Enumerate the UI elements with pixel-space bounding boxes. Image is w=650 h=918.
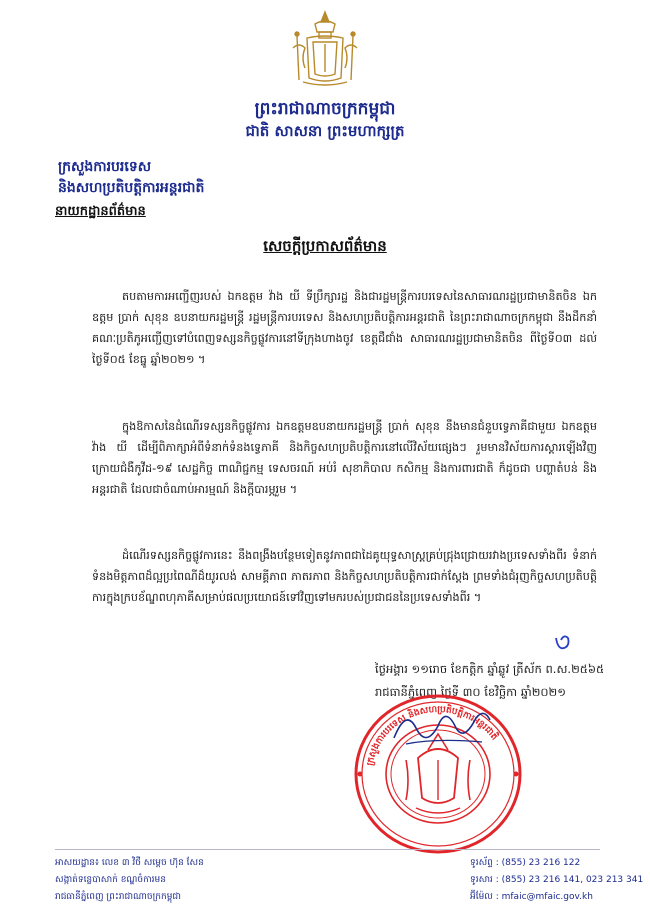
ministry-name-line1: ក្រសួងការបរទេស <box>58 159 152 175</box>
national-motto: ជាតិ សាសនា ព្រះមហាក្សត្រ <box>245 122 405 140</box>
seal-ring-text-path: ក្រសួងការបរទេស និងសហប្រតិបត្តិការអន្តរជាតិ <box>365 704 500 767</box>
paragraph-text: ក្នុងឱកាសនៃដំណើរទស្សនកិច្ចផ្លូវការ ឯកឧត្តមឧបនាយករដ្ឋមន្ត្រី ប្រាក់ សុខុន នឹងមានជំនួបទ្វេភាគីជាមួយ ឯកឧត្តម វ៉ាង យី ដើម្បីពិភាក្សាអំពីទំនាក់ទំនងទ្វេភាគី និងកិច្ចសហប្រតិបត្តិការនៅលើវិស័យផ្សេងៗ រួមមានវិស័យការស្តារឡើងវិញក្រោយជំងឺកូវីដ-១៩ សេដ្ឋកិច្ច ពាណិជ្ជកម្ម ទេសចរណ៍ អប់រំ សុខាភិបាល កសិកម្ម និងការពារជាតិ ក៏ដូចជា បញ្ហាតំបន់ និងអន្តរជាតិ ដែលជាចំណាប់អារម្មណ៍ និងក្តីបារម្ភរួម ។ <box>92 420 597 496</box>
ministry-name-line2: និងសហប្រតិបត្តិការអន្តរជាតិ <box>58 180 205 196</box>
paragraph-text: ដំណើរទស្សនកិច្ចផ្លូវការនេះ នឹងពង្រឹងបន្ថែមទៀតនូវភាពជាដៃគូយុទ្ធសាស្ត្រគ្រប់ជ្រុងជ្រោយរវាងប្រទេសទាំងពីរ ទំនាក់ទំនងមិត្តភាពដ៏ល្អប្រពៃណីដ៏យូរលង់ សាមគ្គីភាព ភាតរភាព និងកិច្ចសហប្រតិបត្តិការជាក់ស្តែង ព្រមទាំងជំរុញកិច្ចសហប្រតិបត្តិការក្នុងក្របខ័ណ្ឌពហុភាគីសម្រាប់ផលប្រយោជន៍ទៅវិញទៅមករបស់ប្រជាជននៃប្រទេសទាំងពីរ ។ <box>92 549 597 604</box>
solar-date-place: រាជធានីភ្នំពេញ ថ្ងៃទី ៣០ ខែវិច្ឆិកា ឆ្នាំ២០២១ <box>375 685 566 699</box>
document-title: សេចក្តីប្រកាសព័ត៌មាន <box>263 237 387 255</box>
address-line-3: រាជធានីភ្នំពេញ ព្រះរាជាណាចក្រកម្ពុជា <box>55 892 181 902</box>
phone-number: (855) 23 216 122 <box>501 858 581 868</box>
email-label: អ៊ីម៉ែល : <box>470 892 499 902</box>
body-paragraph-2 <box>92 416 597 500</box>
footer-divider <box>55 849 600 850</box>
phone-label: ទូរស័ព្ទ : <box>470 858 499 868</box>
footer-contact-block <box>470 855 643 906</box>
body-paragraph-1 <box>92 286 597 370</box>
email-line <box>470 889 643 906</box>
fax-line <box>470 872 643 889</box>
footer-address-block <box>55 855 204 906</box>
department-name: នាយកដ្ឋានព័ត៌មាន <box>55 204 146 219</box>
handwritten-initial-mark <box>552 632 574 654</box>
phone-line <box>470 855 643 872</box>
body-paragraph-3 <box>92 545 597 608</box>
handwritten-signature <box>386 698 496 758</box>
fax-number: (855) 23 216 141, 023 213 341 <box>501 875 644 885</box>
kingdom-name-heading: ព្រះរាជាណាចក្រកម្ពុជា <box>254 99 396 119</box>
fax-label: ទូរសារ : <box>470 875 499 885</box>
email-address[interactable]: mfaic@mfaic.gov.kh <box>501 892 593 902</box>
lunar-date: ថ្ងៃអង្គារ ១១រោច ខែកត្តិក ឆ្នាំឆ្លូវ ត្រីស័ក ព.ស.២៥៦៥ <box>375 662 605 676</box>
address-street: លេខ ៣ វិថី សម្តេច ហ៊ុន សែន <box>101 858 204 868</box>
address-label: អាសយដ្ឋាន៖ <box>55 858 99 868</box>
paragraph-text: តបតាមការអញ្ជើញរបស់ ឯកឧត្តម វ៉ាង យី ទីប្រឹក្សារដ្ឋ និងជារដ្ឋមន្ត្រីការបរទេសនៃសាធារណរដ្ឋប្រជាមានិតចិន ឯកឧត្តម ប្រាក់ សុខុន ឧបនាយករដ្ឋមន្ត្រី រដ្ឋមន្ត្រីការបរទេស និងសហប្រតិបត្តិការអន្តរជាតិ នៃព្រះរាជាណាចក្រកម្ពុជា នឹងដឹកនាំគណៈប្រតិភូអញ្ជើញទៅបំពេញទស្សនកិច្ចផ្លូវការនៅទីក្រុងហាងចូវ ខេត្តជឺជាំង សាធារណរដ្ឋប្រជាមានិតចិន ពីថ្ងៃទី០៣ ដល់ ថ្ងៃទី០៥ ខែធ្នូ ឆ្នាំ២០២១ ។ <box>92 290 597 366</box>
royal-coat-of-arms-emblem <box>285 8 365 88</box>
address-line-1 <box>55 855 204 872</box>
address-line-2: សង្កាត់ទន្លេបាសាក់ ខណ្ឌចំការមន <box>55 875 166 885</box>
